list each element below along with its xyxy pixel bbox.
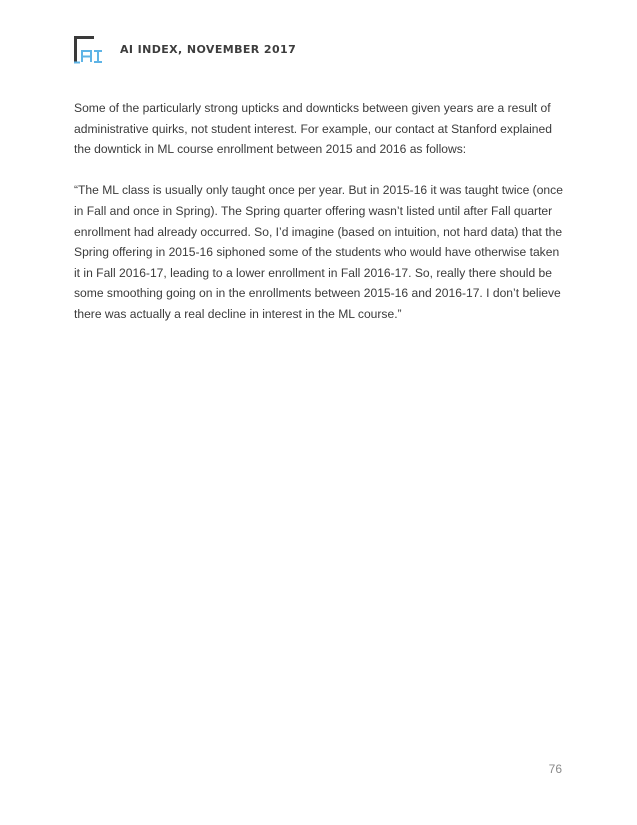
quote-paragraph: “The ML class is usually only taught once per year. But in 2015-16 it was taught twice (once in Fall and once in Spring). The Spring quarter offering wasn’t listed until after Fall quarter enrollment had already occurred. So, I’d imagine (based on intuition, not hard data) that the Spring offering in 2015-16 siphoned some of the students who would have otherwise taken it in Fall 2016-17, leading to a lower enrollment in Fall 2016-17. So, really there should be some smoothing going on in the enrollments between 2015-16 and 2016-17. I don’t believe there was actually a real decline in interest in the ML course.” bbox=[74, 183, 563, 321]
ai-index-logo bbox=[74, 36, 104, 64]
intro-paragraph: Some of the particularly strong upticks and downticks between given years are a result of administrative quirks, not student interest. For example, our contact at Stanford explained the downtick in ML course enrollment between 2015 and 2016 as follows: bbox=[74, 101, 552, 157]
page-header bbox=[74, 36, 296, 64]
report-title: AI INDEX, NOVEMBER 2017 bbox=[120, 42, 297, 56]
page-number: 76 bbox=[548, 762, 562, 776]
page-body bbox=[74, 98, 564, 325]
